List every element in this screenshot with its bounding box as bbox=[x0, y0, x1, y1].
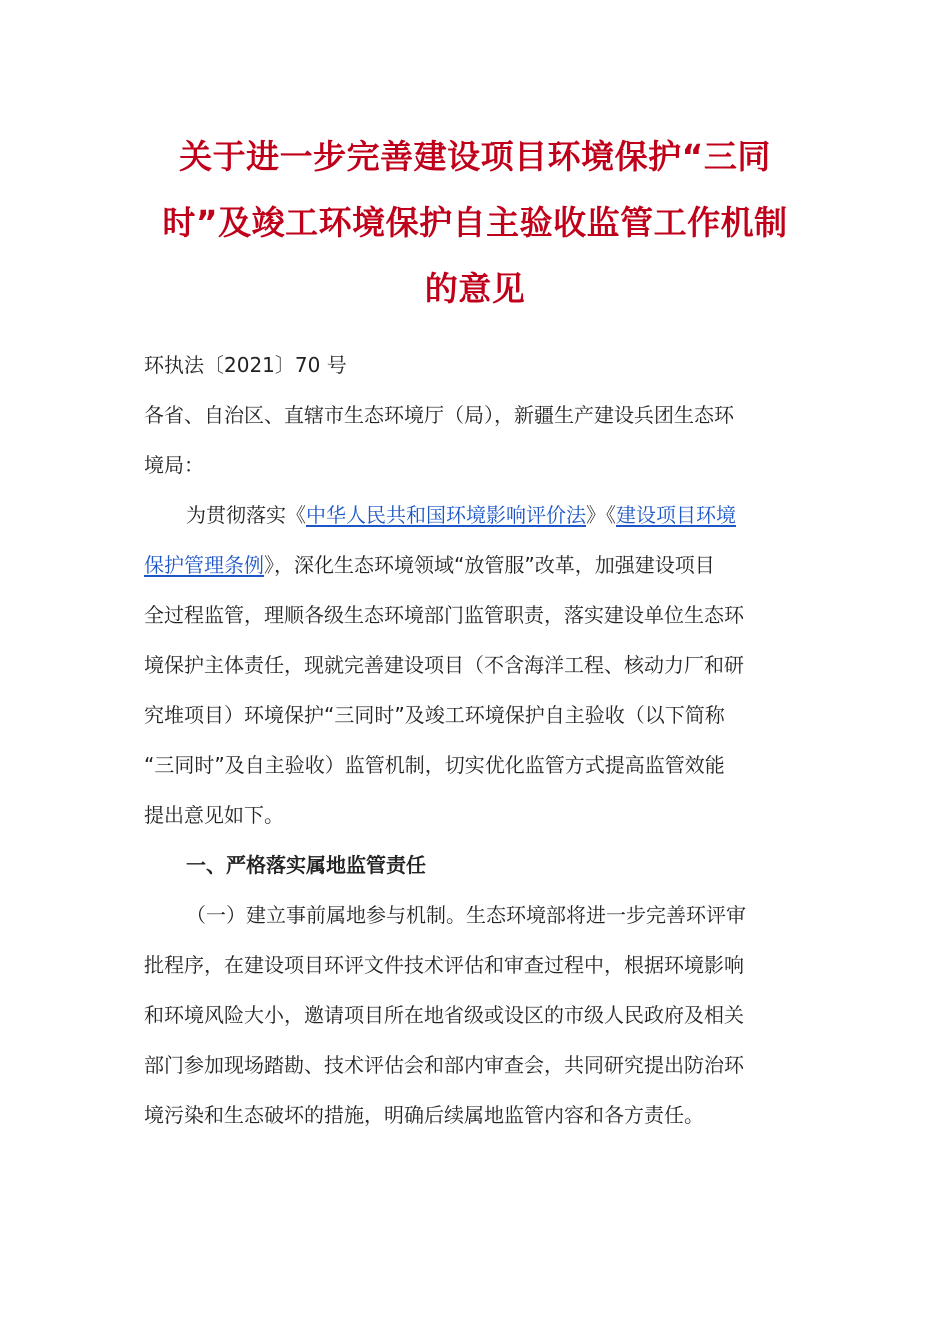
intro-text: 》《 bbox=[586, 503, 616, 527]
intro-line-5: 究堆项目）环境保护“三同时”及竣工环境保护自主验收（以下简称 bbox=[144, 703, 725, 727]
intro-text: 》，深化生态环境领域“放管服”改革，加强建设项目 bbox=[264, 553, 715, 577]
eia-law-link[interactable]: 中华人民共和国环境影响评价法 bbox=[306, 503, 586, 527]
title-line-3: 的意见 bbox=[424, 269, 526, 308]
paragraph-line-4: 部门参加现场踏勘、技术评估会和部内审查会，共同研究提出防治环 bbox=[144, 1053, 744, 1077]
intro-text: 为贯彻落实《 bbox=[186, 503, 306, 527]
paragraph-line-1: （一）建立事前属地参与机制。生态环境部将进一步完善环评审 bbox=[186, 903, 746, 927]
paragraph-line-5: 境污染和生态破坏的措施，明确后续属地监管内容和各方责任。 bbox=[144, 1103, 704, 1127]
addressee-line-2: 境局： bbox=[144, 453, 204, 477]
regulation-link[interactable]: 保护管理条例 bbox=[144, 553, 264, 577]
title-line-2: 时”及竣工环境保护自主验收监管工作机制 bbox=[162, 203, 788, 242]
intro-line-2 bbox=[144, 540, 794, 590]
intro-line-6: “三同时”及自主验收）监管机制，切实优化监管方式提高监管效能 bbox=[144, 753, 725, 777]
intro-line-4: 境保护主体责任，现就完善建设项目（不含海洋工程、核动力厂和研 bbox=[144, 653, 744, 677]
intro-line-7: 提出意见如下。 bbox=[144, 803, 284, 827]
document-body bbox=[144, 340, 794, 1140]
title-line-1: 关于进一步完善建设项目环境保护“三同 bbox=[179, 137, 771, 176]
intro-line-1 bbox=[144, 490, 794, 540]
intro-line-3: 全过程监管，理顺各级生态环境部门监管职责，落实建设单位生态环 bbox=[144, 603, 744, 627]
paragraph-line-3: 和环境风险大小，邀请项目所在地省级或设区的市级人民政府及相关 bbox=[144, 1003, 744, 1027]
addressee-line-1: 各省、自治区、直辖市生态环境厅（局），新疆生产建设兵团生态环 bbox=[144, 403, 734, 427]
paragraph-line-2: 批程序，在建设项目环评文件技术评估和审查过程中，根据环境影响 bbox=[144, 953, 744, 977]
section-heading: 一、严格落实属地监管责任 bbox=[186, 853, 426, 877]
regulation-link[interactable]: 建设项目环境 bbox=[616, 503, 736, 527]
document-title bbox=[140, 124, 810, 322]
document-number: 环执法〔2021〕70 号 bbox=[144, 353, 347, 377]
